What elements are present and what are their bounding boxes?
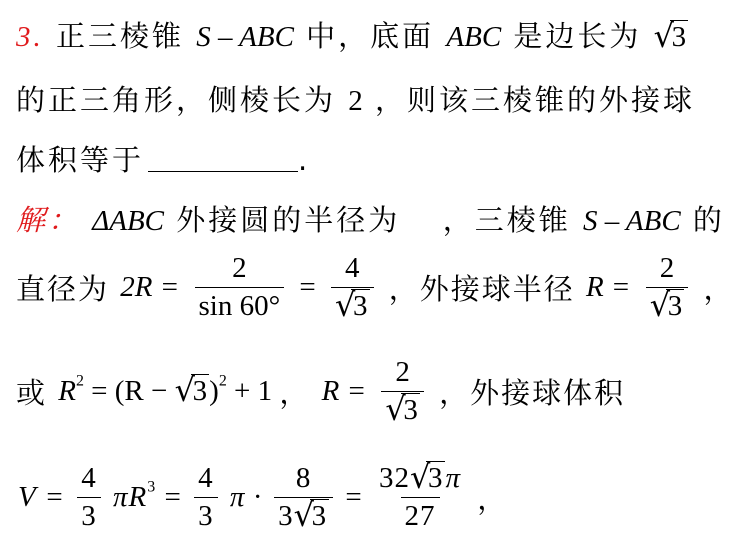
fraction: $\frac{4}{3}$: [77, 462, 101, 533]
math-expression: =: [164, 481, 182, 513]
fraction: 2 √ 3: [646, 252, 689, 323]
answer-blank: [148, 147, 298, 172]
solution-line-4: [18, 462, 507, 533]
problem-number: 3.: [16, 21, 44, 53]
solution-text: ，: [477, 482, 508, 516]
problem-line-3: [16, 138, 310, 179]
fraction: 4 √ 3: [331, 252, 374, 323]
fraction: $\frac{8}{3√ 3}$: [274, 462, 333, 533]
math-expression: =: [299, 271, 316, 303]
problem-line-2: [16, 78, 695, 119]
problem-text: 正三棱锥: [55, 19, 184, 53]
period: .: [298, 143, 311, 177]
fraction: $\frac{2}{\sin 60^\circ}$: [195, 252, 285, 323]
math-expression: π ·: [229, 481, 262, 513]
math-delta-abc: ΔABC: [92, 205, 165, 237]
fraction: 2 √ 3: [381, 356, 424, 427]
solution-text: ，外接球体积: [439, 376, 626, 410]
math-expression: R =: [585, 271, 631, 303]
solution-line-1: [16, 198, 725, 239]
solution-text: 直径为: [16, 272, 110, 306]
math-number: 2: [348, 85, 363, 117]
solution-text: ，: [703, 272, 735, 306]
math-expression: 2R =: [120, 271, 180, 303]
solution-line-2: [16, 252, 734, 323]
fraction: $\frac{32√ 3\pi}{27}$: [375, 462, 465, 533]
math-expression: $R^2 = (R$ − √ 3)$^2$ + 1: [58, 375, 279, 407]
math-s-abc: S – ABC: [582, 205, 681, 237]
math-s-abc: S – ABC: [196, 21, 294, 53]
problem-text: 体积等于: [16, 143, 145, 177]
problem-text: 的正三角形，侧棱长为: [16, 83, 337, 117]
problem-line-1: [16, 14, 688, 55]
solution-text: 的: [692, 203, 725, 237]
solution-label: 解：: [16, 205, 81, 237]
solution-text: ，外接球半径: [388, 272, 575, 306]
fraction: $\frac{4}{3}$: [194, 462, 218, 533]
problem-text: 是边长为: [513, 19, 642, 53]
math-expression: V =: [18, 481, 66, 513]
solution-line-3: [16, 356, 625, 427]
problem-text: ，则该三棱锥的外接球: [374, 83, 695, 117]
problem-text: 中，底面: [306, 19, 435, 53]
math-expression: R =: [321, 375, 367, 407]
solution-text: 外接圆的半径为: [176, 203, 401, 237]
solution-text: 或: [16, 376, 48, 410]
solution-text: ，: [279, 376, 311, 410]
math-sqrt: √ 3: [654, 21, 689, 54]
math-expression: =: [345, 481, 363, 513]
math-abc: ABC: [446, 21, 502, 53]
math-expression: $\pi R^3$: [113, 478, 157, 513]
solution-text: ，三棱锥: [442, 203, 571, 237]
